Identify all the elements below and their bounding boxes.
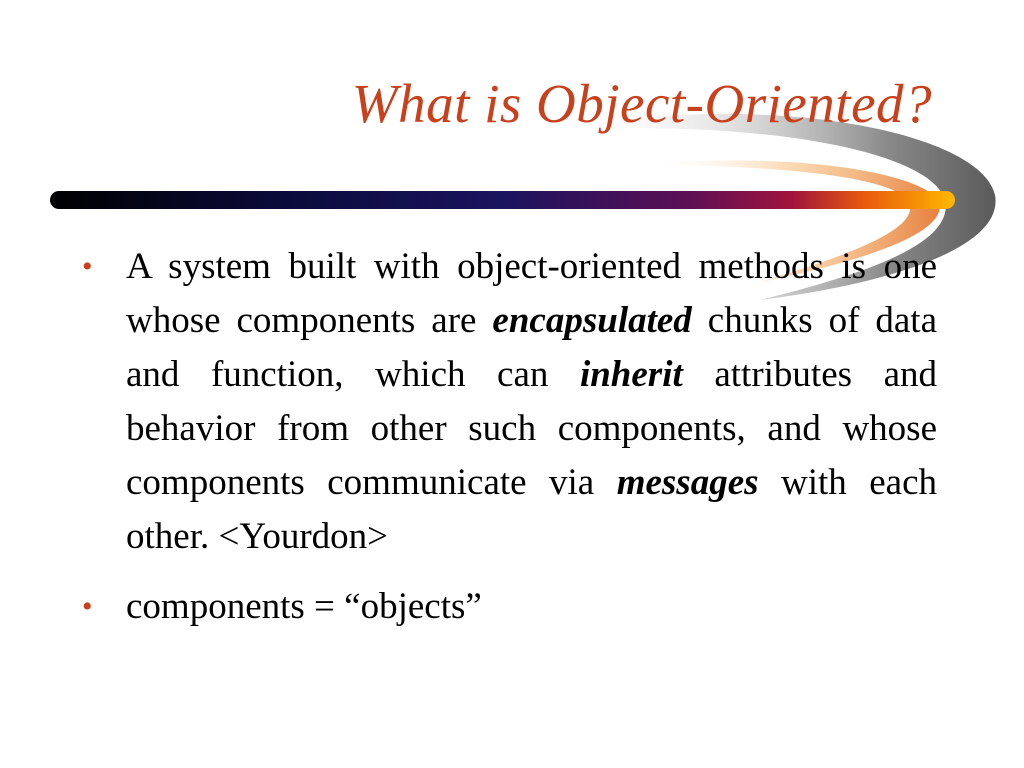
term-inherit: inherit [579, 354, 683, 395]
term-messages: messages [616, 462, 759, 503]
term-encapsulated: encapsulated [492, 300, 692, 341]
bullet-item-components [82, 580, 937, 634]
title-underline-bar [50, 191, 955, 209]
definition-text-4: with each other. <Yourdon> [126, 462, 937, 557]
bullet-item-definition [82, 240, 937, 564]
definition-text-1: A system built with object-oriented methods is one whose components are [126, 246, 937, 341]
bullet-marker: • [82, 250, 93, 283]
bullet-list [82, 240, 937, 634]
definition-text-3: attributes and behavior from other such components, and whose components communicate via [126, 354, 937, 503]
definition-text-2: chunks of data and function, which can [126, 300, 937, 395]
bullet-marker: • [82, 590, 93, 623]
components-text: components = “objects” [126, 586, 482, 627]
slide-title: What is Object-Oriented? [351, 73, 932, 134]
